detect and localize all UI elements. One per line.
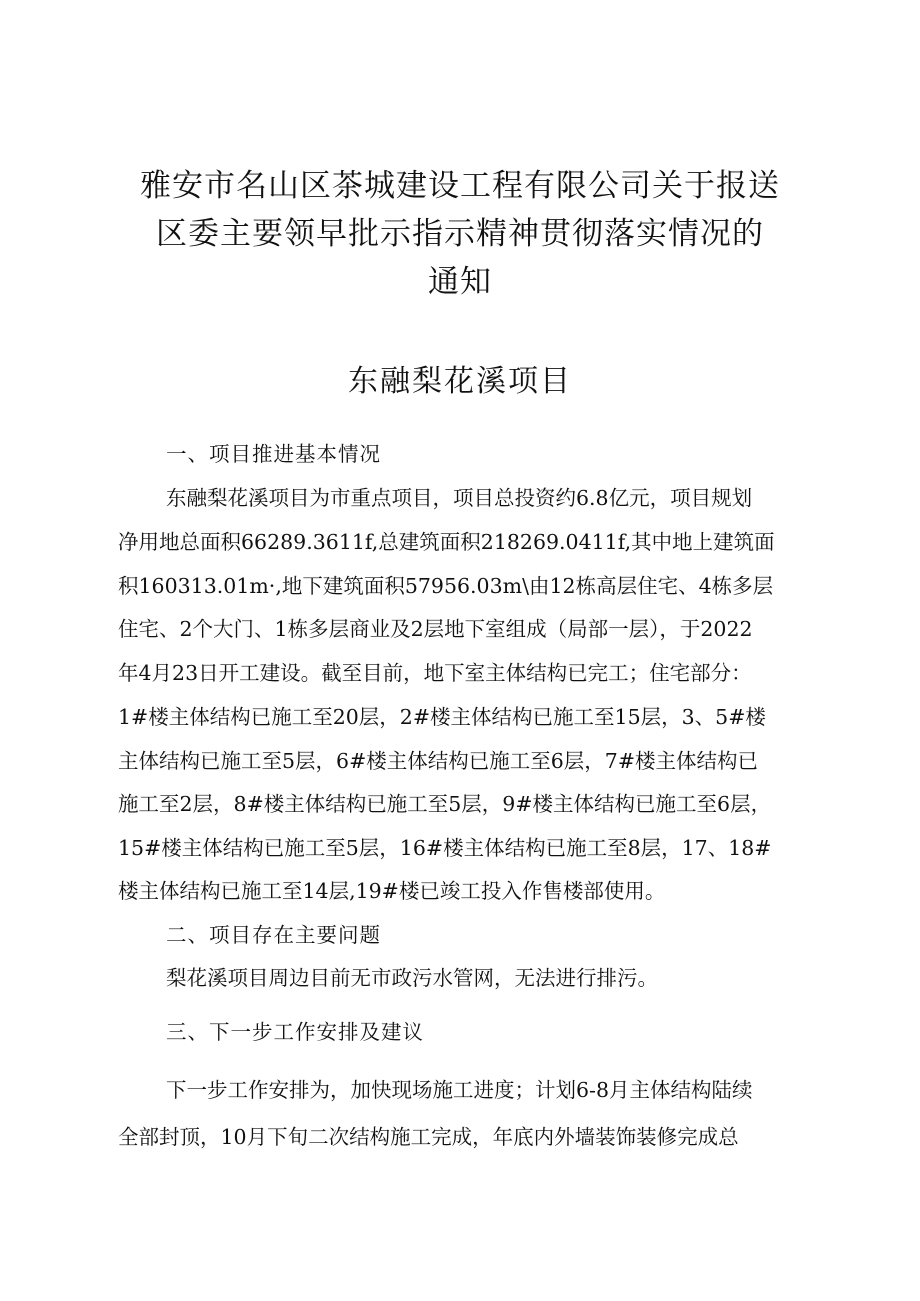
paragraph-line: 住宅、2个大门、1栋多层商业及2层地下室组成（局部一层），于2022	[118, 617, 753, 641]
title-line-3: 通知	[428, 264, 492, 300]
paragraph-line: 楼主体结构已施工至14层,19#楼已竣工投入作售楼部使用。	[118, 879, 666, 903]
title-line-1: 雅安市名山区茶城建设工程有限公司关于报送	[140, 168, 780, 204]
paragraph-line: 净用地总面积66289.3611f,总建筑面积218269.0411f,其中地上建筑面	[118, 530, 775, 554]
title-line-2: 区委主要领早批示指示精神贯彻落实情况的	[156, 216, 764, 252]
paragraph-line: 施工至2层，8#楼主体结构已施工至5层，9#楼主体结构已施工至6层，	[118, 792, 772, 816]
paragraph-line: 年4月23日开工建设。截至目前，地下室主体结构已完工；住宅部分：	[118, 661, 752, 685]
project-subtitle: 东融梨花溪项目	[348, 364, 572, 399]
section-heading-issues: 二、项目存在主要问题	[166, 923, 381, 947]
paragraph-line: 全部封顶，10月下旬二次结构施工完成，年底内外墙装饰装修完成总	[118, 1125, 739, 1149]
section-heading-basic: 一、项目推进基本情况	[166, 442, 381, 466]
section-heading-next: 三、下一步工作安排及建议	[166, 1020, 424, 1044]
paragraph-line: 下一步工作安排为，加快现场施工进度；计划6-8月主体结构陆续	[166, 1078, 753, 1102]
paragraph-line: 梨花溪项目周边目前无市政污水管网，无法进行排污。	[166, 966, 658, 990]
paragraph-line: 15#楼主体结构已施工至5层，16#楼主体结构已施工至8层，17、18#	[118, 836, 772, 860]
paragraph-line: 1#楼主体结构已施工至20层，2#楼主体结构已施工至15层，3、5#楼	[118, 705, 766, 729]
paragraph-line: 主体结构已施工至5层，6#楼主体结构已施工至6层，7#楼主体结构已	[118, 749, 759, 773]
document-title	[120, 162, 800, 306]
paragraph-line: 东融梨花溪项目为市重点项目，项目总投资约6.8亿元，项目规划	[166, 486, 753, 510]
paragraph-line: 积160313.01m·,地下建筑面积57956.03m\由12栋高层住宅、4栋多层	[118, 574, 774, 598]
